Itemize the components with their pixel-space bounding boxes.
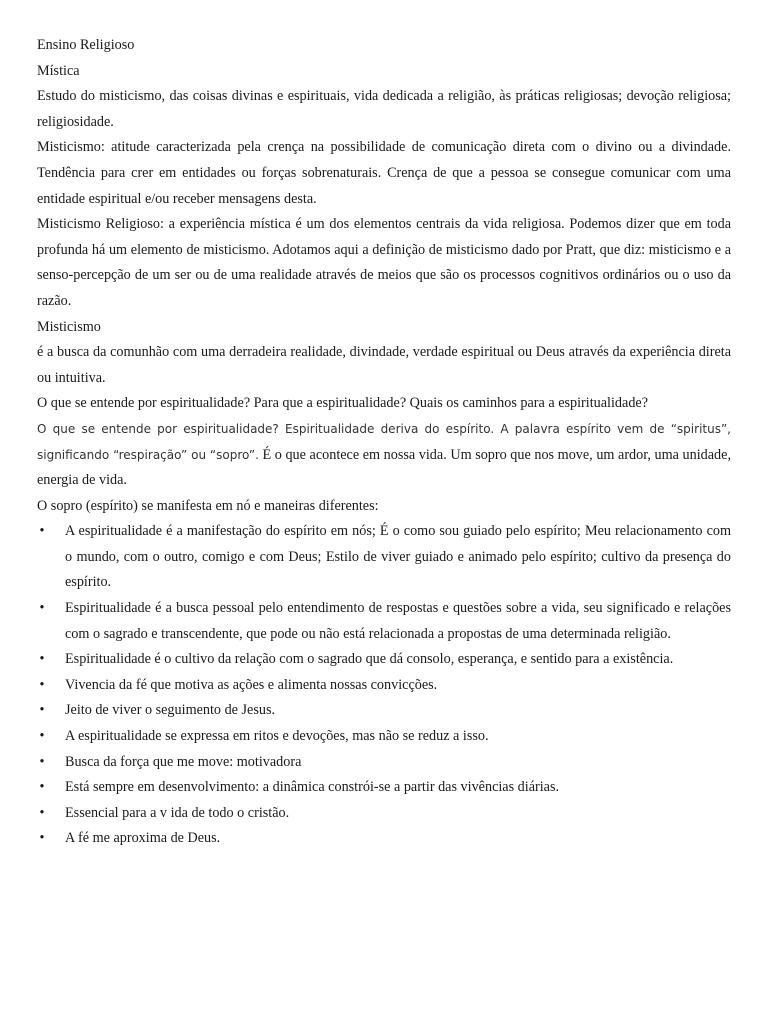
- list-item: [37, 698, 731, 724]
- spiritus-sans-text: O que se entende por espiritualidade? Espiritualidade deriva do espírito. A palavra espírito vem de “spiritus”, significando “respiração” ou “sopro”.: [37, 421, 731, 462]
- list-item: [37, 596, 731, 647]
- bullet-icon: •: [39, 676, 45, 693]
- bullet-icon: •: [39, 728, 45, 745]
- paragraph-busca-comunhao: é a busca da comunhão com uma derradeira realidade, divindade, verdade espiritual ou Deus através da experiência direta ou intuitiva.: [37, 344, 731, 386]
- list-item: [37, 519, 731, 596]
- bullet-icon: •: [39, 753, 45, 770]
- document-subheading: Mística: [37, 62, 80, 79]
- paragraph-misticismo-religioso: Misticismo Religioso: a experiência mística é um dos elementos centrais da vida religiosa. Podemos dizer que em toda profunda há um elemento de misticismo. Adotamos aqui a definição de misticismo dado por Pratt, que diz: misticismo e a senso-percepção de um ser ou de uma realidade através de meios que são os processos cognitivos ordinários ou o uso da razão.: [37, 216, 731, 309]
- paragraph-misticismo: Misticismo: atitude caracterizada pela crença na possibilidade de comunicação direta com o divino ou a divindade. Tendência para crer em entidades ou forças sobrenaturais. Crença de que a pessoa se consegue comunicar com uma entidade espiritual e/ou receber mensagens desta.: [37, 139, 731, 207]
- list-item-text: Espiritualidade é a busca pessoal pelo entendimento de respostas e questões sobre a vida, seu significado e relações com o sagrado e transcendente, que pode ou não está relacionada a propostas de uma determinada religião.: [65, 600, 731, 642]
- list-item: [37, 673, 731, 699]
- paragraph-mistica-definition: Estudo do misticismo, das coisas divinas e espirituais, vida dedicada a religião, às práticas religiosas; devoção religiosa; religiosidade.: [37, 88, 731, 130]
- bullet-icon: •: [39, 651, 45, 668]
- bullet-icon: •: [39, 779, 45, 796]
- bullet-list: [37, 519, 731, 852]
- list-item: [37, 750, 731, 776]
- list-item: [37, 647, 731, 673]
- list-item: [37, 724, 731, 750]
- list-item-text: A fé me aproxima de Deus.: [65, 830, 221, 847]
- bullet-icon: •: [39, 702, 45, 719]
- label-misticismo: Misticismo: [37, 318, 101, 335]
- list-item-text: Busca da força que me move: motivadora: [65, 753, 302, 770]
- paragraph-questions: O que se entende por espiritualidade? Para que a espiritualidade? Quais os caminhos para a espiritualidade?: [37, 395, 649, 412]
- list-item: [37, 801, 731, 827]
- list-item-text: Espiritualidade é o cultivo da relação com o sagrado que dá consolo, esperança, e sentido para a existência.: [65, 651, 674, 668]
- list-item-text: Vivencia da fé que motiva as ações e alimenta nossas convicções.: [65, 676, 438, 693]
- list-item-text: Está sempre em desenvolvimento: a dinâmica constrói-se a partir das vivências diárias.: [65, 779, 560, 796]
- paragraph-sopro: O sopro (espírito) se manifesta em nó e maneiras diferentes:: [37, 497, 379, 514]
- document-heading: Ensino Religioso: [37, 37, 135, 53]
- list-item-text: A espiritualidade é a manifestação do espírito em nós; É o como sou guiado pelo espírito; Meu relacionamento com o mundo, com o outro, comigo e com Deus; Estilo de viver guiado e animado pelo espírito; cultivo da presença do espírito.: [65, 523, 731, 591]
- list-item: [37, 775, 731, 801]
- list-item-text: Jeito de viver o seguimento de Jesus.: [65, 702, 276, 719]
- list-item: [37, 826, 731, 852]
- bullet-icon: •: [39, 523, 45, 540]
- bullet-icon: •: [39, 830, 45, 847]
- list-item-text: Essencial para a v ida de todo o cristão.: [65, 804, 290, 821]
- bullet-icon: •: [39, 804, 45, 821]
- paragraph-spiritus: [37, 417, 731, 494]
- bullet-icon: •: [39, 600, 45, 617]
- spiritus-serif-text: É o que acontece em nossa vida. Um sopro que nos move, um ardor, uma unidade, energia de vida.: [37, 446, 731, 489]
- list-item-text: A espiritualidade se expressa em ritos e devoções, mas não se reduz a isso.: [65, 728, 489, 745]
